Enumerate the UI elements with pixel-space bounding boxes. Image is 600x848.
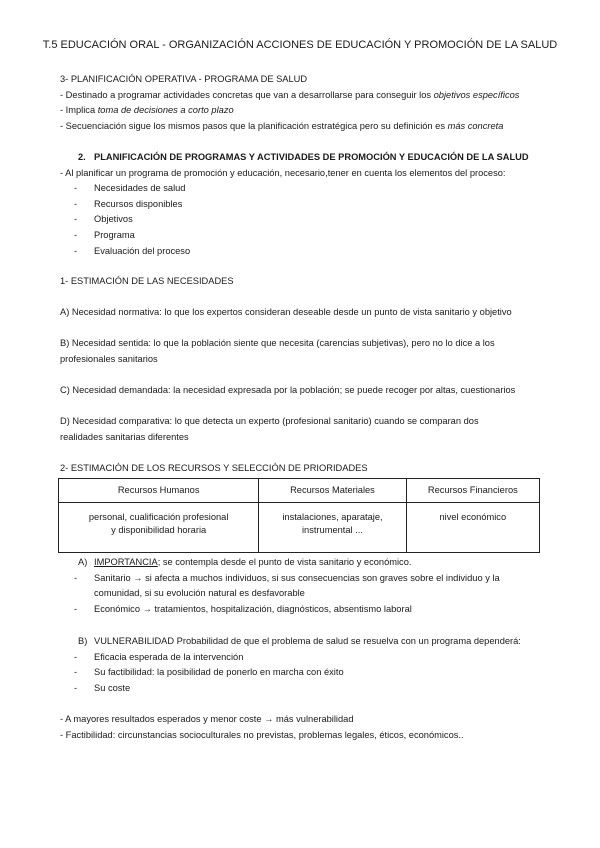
list-item <box>60 212 560 228</box>
section-estimacion-recursos <box>60 461 560 477</box>
dash: - <box>74 667 78 678</box>
paragraph-line <box>60 119 560 135</box>
dash: - <box>74 572 78 583</box>
paragraph-line <box>60 88 560 104</box>
subsection-letter: A) <box>78 557 88 567</box>
table-header-cell: Recursos Financieros <box>406 479 539 503</box>
section-heading: 2- ESTIMACIÓN DE LOS RECURSOS Y SELECCIÓN DE PRIORIDADES <box>60 463 368 473</box>
paragraph-line: profesionales sanitarios <box>60 353 158 364</box>
list-item <box>60 571 560 602</box>
page-title: T.5 EDUCACIÓN ORAL - ORGANIZACIÓN ACCIONES DE EDUCACIÓN Y PROMOCIÓN DE LA SALUD <box>42 39 558 51</box>
text: - Destinado a programar actividades concretas que van a desarrollarse para conseguir los <box>60 89 434 100</box>
table-header-row <box>59 479 540 503</box>
table-cell <box>59 503 259 553</box>
italic-text: toma de decisiones a corto plazo <box>97 105 234 116</box>
necesidad-sentida <box>60 336 560 367</box>
table-row <box>59 503 540 553</box>
paragraph-line: A) Necesidad normativa: lo que los expertos consideran deseable desde un punto de vista sanitario y objetivo <box>60 307 512 317</box>
item-text: Su factibilidad: la posibilidad de ponerlo en marcha con éxito <box>94 667 344 678</box>
numbered-heading <box>60 150 560 166</box>
section-importancia <box>60 555 560 617</box>
paragraph-line: D) Necesidad comparativa: lo que detecta un experto (profesional sanitario) cuando se comparan dos <box>60 416 479 426</box>
italic-text: más concreta <box>447 120 504 131</box>
cell-line: instrumental ... <box>301 525 363 535</box>
list-item <box>60 681 560 697</box>
dash: - <box>74 603 78 614</box>
item-text: Económico → tratamientos, hospitalización, diagnósticos, absentismo laboral <box>94 603 412 614</box>
list-item <box>60 650 560 666</box>
item-text: Recursos disponibles <box>94 198 183 209</box>
cell-line: instalaciones, aparataje, <box>282 512 383 522</box>
necesidad-comparativa <box>60 414 560 445</box>
section-heading: 3- PLANIFICACIÓN OPERATIVA - PROGRAMA DE SALUD <box>60 74 308 84</box>
process-elements-list <box>60 181 560 259</box>
item-text: Su coste <box>94 682 131 693</box>
item-text: Necesidades de salud <box>94 183 186 194</box>
intro-line: - Al planificar un programa de promoción y educación, necesario,tener en cuenta los elementos del proceso: <box>60 167 506 178</box>
section-heading: 1- ESTIMACIÓN DE LAS NECESIDADES <box>60 276 234 286</box>
dash: - <box>74 229 78 240</box>
italic-text: objetivos específicos <box>433 89 520 100</box>
item-text: Eficacia esperada de la intervención <box>94 651 244 662</box>
list-item <box>60 197 560 213</box>
text: - Implica <box>60 105 98 116</box>
text: - Secuenciación sigue los mismos pasos que la planificación estratégica pero su definición es <box>60 120 448 131</box>
paragraph-line: - A mayores resultados esperados y menor coste → más vulnerabilidad <box>60 714 354 724</box>
list-item <box>60 602 560 618</box>
heading-number: 2. <box>78 152 86 162</box>
heading-rest: ; se contempla desde el punto de vista sanitario y económico. <box>157 557 412 567</box>
cell-line: nivel económico <box>439 512 507 522</box>
dash: - <box>74 198 78 209</box>
subsection-heading <box>60 555 560 571</box>
section-estimacion-necesidades <box>60 274 560 290</box>
heading-text: VULNERABILIDAD Probabilidad de que el problema de salud se resuelva con un programa dependerá: <box>94 636 521 646</box>
heading-text: PLANIFICACIÓN DE PROGRAMAS Y ACTIVIDADES DE PROMOCIÓN Y EDUCACIÓN DE LA SALUD <box>94 152 529 162</box>
table-header-cell: Recursos Materiales <box>259 479 406 503</box>
table-cell <box>259 503 406 553</box>
paragraph-line: B) Necesidad sentida: lo que la población siente que necesita (carencias subjetivas), pero no lo dice a los <box>60 338 495 348</box>
dash: - <box>74 183 78 194</box>
list-item <box>60 665 560 681</box>
dash: - <box>74 245 78 256</box>
cell-line: y disponibilidad horaria <box>111 525 207 535</box>
dash: - <box>74 214 78 225</box>
closing-notes <box>60 712 560 743</box>
necesidad-demandada <box>60 383 560 399</box>
item-text: Evaluación del proceso <box>94 245 191 256</box>
resources-table <box>58 478 540 553</box>
section-planificacion-operativa <box>60 72 560 134</box>
list-item <box>60 181 560 197</box>
table-cell <box>406 503 539 553</box>
dash: - <box>74 651 78 662</box>
paragraph-line: - Factibilidad: circunstancias socioculturales no previstas, problemas legales, éticos, económicos.. <box>60 729 464 740</box>
item-text: comunidad, si su evolución natural es desfavorable <box>94 588 305 599</box>
paragraph-line <box>60 103 560 119</box>
item-text: Objetivos <box>94 214 133 225</box>
necesidad-normativa <box>60 305 560 321</box>
cell-line: personal, cualificación profesional <box>88 512 229 522</box>
list-item <box>60 244 560 260</box>
section-planificacion-programas <box>60 150 560 259</box>
subsection-heading <box>60 634 560 650</box>
dash: - <box>74 682 78 693</box>
item-text: Sanitario → si afecta a muchos individuos, si sus consecuencias son graves sobre el individuo y la <box>94 572 500 583</box>
section-vulnerabilidad <box>60 634 560 696</box>
list-item <box>60 228 560 244</box>
underlined-term: IMPORTANCIA <box>94 557 158 567</box>
subsection-letter: B) <box>78 636 88 646</box>
table-header-cell: Recursos Humanos <box>59 479 259 503</box>
paragraph-line: C) Necesidad demandada: la necesidad expresada por la población; se puede recoger por altas, cuestionarios <box>60 385 516 395</box>
item-text: Programa <box>94 229 135 240</box>
paragraph-line: realidades sanitarias diferentes <box>60 431 189 442</box>
